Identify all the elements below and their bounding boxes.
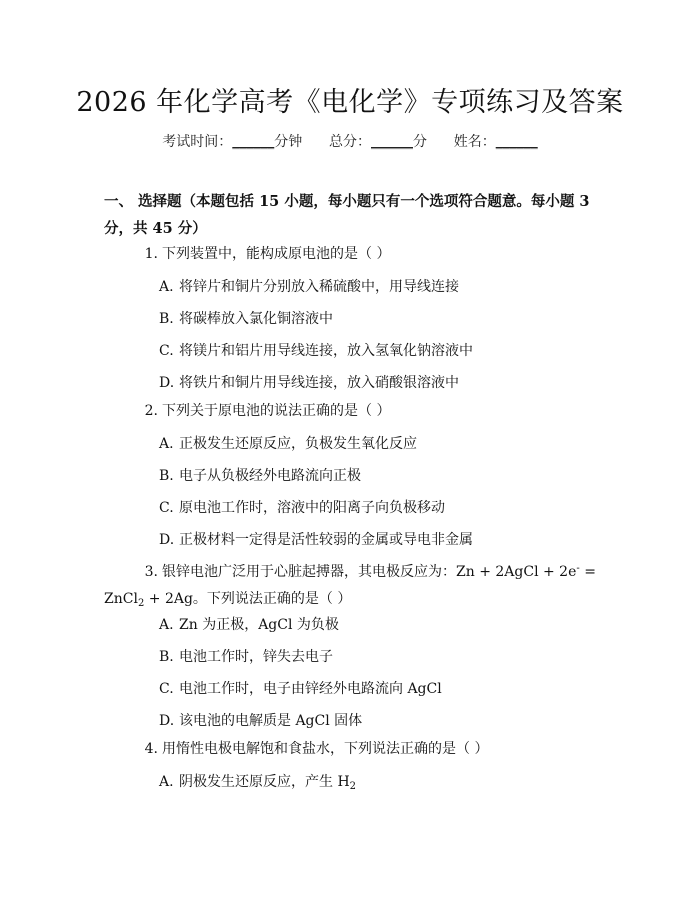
option-letter: D. [159,375,175,391]
question-number: 3. [144,564,158,580]
score-blank: ______ [371,134,413,150]
section-heading: 一、 选择题（本题包括 15 小题，每小题只有一个选项符合题意。每小题 3 分，共 45 分） [104,193,590,237]
option-1d [159,373,599,393]
option-1b [159,309,599,329]
question-2 [104,398,594,425]
name-label: 姓名： [453,134,496,150]
question-text: 用惰性电极电解饱和食盐水，下列说法正确的是（ ） [162,741,489,757]
option-text: 该电池的电解质是 AgCl 固体 [179,713,363,729]
option-1c [159,341,599,361]
question-text-part3: + 2Ag。下列说法正确的是（ ） [144,591,352,607]
option-text: 电池工作时，锌失去电子 [179,649,333,665]
question-text-part2: = ZnCl [104,564,596,607]
exam-info-line [0,131,700,151]
option-3b [159,647,599,667]
option-letter: A. [159,279,174,295]
option-2d [159,530,599,550]
question-text: 下列装置中，能构成原电池的是（ ） [162,246,391,262]
option-letter: A. [159,436,174,452]
subscript: 2 [137,598,145,609]
subscript: 2 [349,781,357,792]
option-letter: C. [159,343,174,359]
option-1a [159,277,599,297]
option-text: 将锌片和铜片分别放入稀硫酸中，用导线连接 [179,279,459,295]
option-4a [159,772,599,792]
option-letter: D. [159,713,175,729]
option-text: 原电池工作时，溶液中的阳离子向负极移动 [179,500,445,516]
option-letter: A. [159,617,174,633]
option-2a [159,434,599,454]
option-letter: C. [159,500,174,516]
option-text: 正极发生还原反应，负极发生氧化反应 [179,436,417,452]
score-unit: 分 [413,134,427,150]
option-letter: A. [159,774,174,790]
question-1 [104,241,594,268]
option-letter: D. [159,532,175,548]
question-text: 下列关于原电池的说法正确的是（ ） [162,403,391,419]
option-text: Zn 为正极，AgCl 为负极 [179,617,339,633]
option-text: 阴极发生还原反应，产生 H [179,774,350,790]
time-blank: ______ [232,134,275,150]
option-text: 正极材料一定得是活性较弱的金属或导电非金属 [179,532,473,548]
electron-charge: - [576,563,580,574]
option-2b [159,466,599,486]
option-3a [159,615,599,635]
option-letter: B. [159,468,174,484]
option-text: 电子从负极经外电路流向正极 [179,468,361,484]
question-number: 4. [144,741,158,757]
question-number: 1. [144,246,158,262]
name-blank: ______ [495,134,538,150]
score-label: 总分： [329,134,371,150]
option-3d [159,711,599,731]
option-letter: B. [159,649,174,665]
page-title: 2026 年化学高考《电化学》专项练习及答案 [76,87,624,118]
option-text: 电池工作时，电子由锌经外电路流向 AgCl [179,681,442,697]
option-letter: B. [159,311,174,327]
option-2c [159,498,599,518]
option-text: 将碳棒放入氯化铜溶液中 [179,311,333,327]
time-label: 考试时间： [162,134,233,150]
option-3c [159,679,599,699]
question-3 [104,559,604,613]
option-letter: C. [159,681,174,697]
question-text-part1: 银锌电池广泛用于心脏起搏器，其电极反应为：Zn + 2AgCl + 2e [162,564,577,580]
option-text: 将镁片和铝片用导线连接，放入氢氧化钠溶液中 [179,343,473,359]
question-number: 2. [144,403,158,419]
option-text: 将铁片和铜片用导线连接，放入硝酸银溶液中 [179,375,459,391]
question-4 [104,736,594,763]
time-unit: 分钟 [274,134,303,150]
